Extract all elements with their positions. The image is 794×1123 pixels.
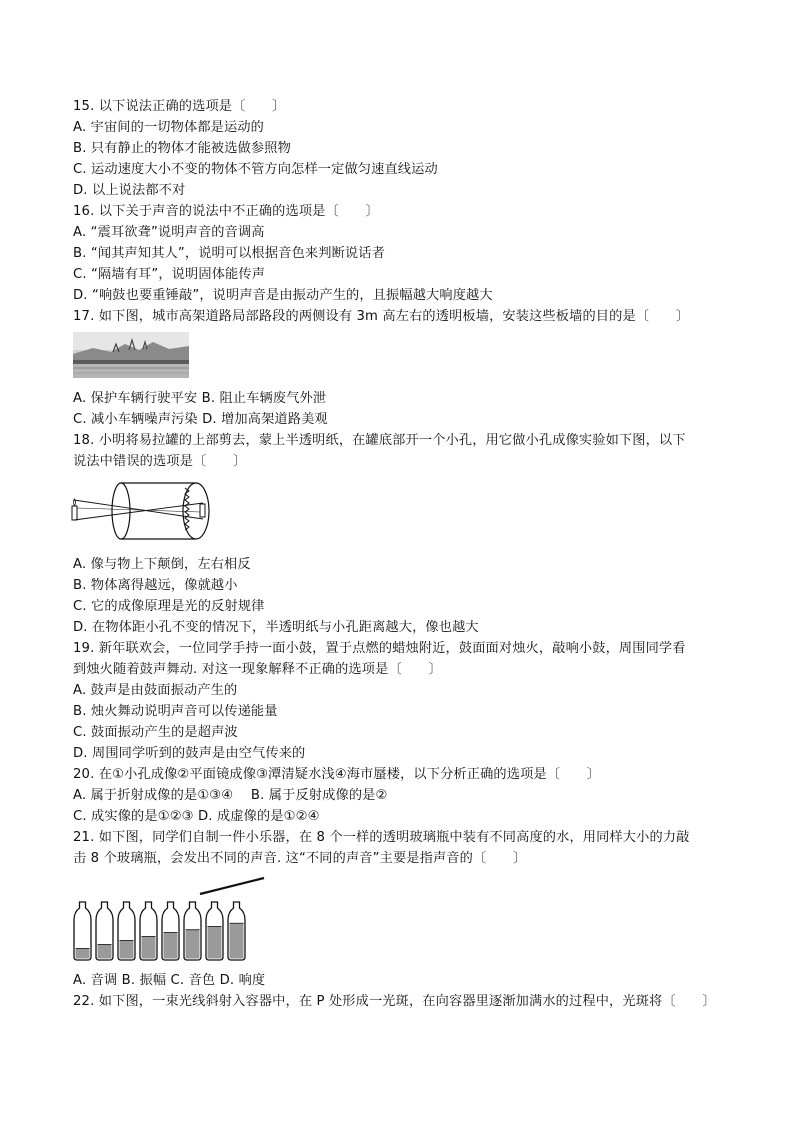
q18-option-c: C. 它的成像原理是光的反射规律 bbox=[73, 599, 265, 614]
bottle-water bbox=[208, 927, 222, 959]
q21-options: A. 音调 B. 振幅 C. 音色 D. 响度 bbox=[73, 973, 266, 988]
q19-option-b: B. 烛火舞动说明声音可以传递能量 bbox=[73, 704, 278, 719]
bottle-water bbox=[142, 937, 156, 959]
q18-option-b: B. 物体离得越远，像就越小 bbox=[73, 578, 238, 593]
q17-options-cd: C. 减小车辆噪声污染 D. 增加高架道路美观 bbox=[73, 412, 328, 427]
bottle-water bbox=[76, 949, 90, 959]
q17-options-ab: A. 保护车辆行驶平安 B. 阻止车辆废气外泄 bbox=[73, 391, 327, 406]
q17-stem: 17. 如下图，城市高架道路局部路段的两侧设有 3m 高左右的透明板墙，安装这些板墙的目的是〔 〕 bbox=[73, 309, 690, 324]
q20-options-cd: C. 成实像的是①②③ D. 成虚像的是①②④ bbox=[73, 809, 320, 824]
glass-bottle bbox=[162, 902, 179, 960]
q15-option-d: D. 以上说法都不对 bbox=[73, 183, 186, 198]
highway-wall-image bbox=[73, 332, 189, 378]
q16-option-d: D. “响鼓也要重锤敲”，说明声音是由振动产生的，且振幅越大响度越大 bbox=[73, 288, 493, 303]
q15-stem: 15. 以下说法正确的选项是〔 〕 bbox=[73, 99, 286, 114]
bottle-water bbox=[120, 941, 134, 959]
q19-option-d: D. 周围同学听到的鼓声是由空气传来的 bbox=[73, 746, 306, 761]
bottle-water bbox=[98, 945, 112, 959]
glass-bottle bbox=[96, 902, 113, 960]
q19-option-c: C. 鼓面振动产生的是超声波 bbox=[73, 725, 238, 740]
q17-highway-photo bbox=[73, 332, 189, 378]
q18-pinhole-camera-figure bbox=[66, 478, 218, 544]
q19-stem-line2: 到烛火随着鼓声舞动. 对这一现象解释不正确的选项是〔 〕 bbox=[73, 662, 442, 677]
q15-option-b: B. 只有静止的物体才能被选做参照物 bbox=[73, 141, 291, 156]
q15-option-c: C. 运动速度大小不变的物体不管方向怎样一定做匀速直线运动 bbox=[73, 162, 438, 177]
glass-bottle bbox=[118, 902, 135, 960]
glass-bottle bbox=[140, 902, 157, 960]
q18-option-a: A. 像与物上下颠倒，左右相反 bbox=[73, 557, 251, 572]
glass-bottle bbox=[184, 902, 201, 960]
q21-stem-line1: 21. 如下图，同学们自制一件小乐器，在 8 个一样的透明玻璃瓶中装有不同高度的水，用同样大小的力敲 bbox=[73, 830, 690, 845]
q19-option-a: A. 鼓声是由鼓面振动产生的 bbox=[73, 683, 238, 698]
q16-option-c: C. “隔墙有耳”，说明固体能传声 bbox=[73, 267, 266, 282]
glass-bottle bbox=[228, 902, 245, 960]
q15-option-a: A. 宇宙间的一切物体都是运动的 bbox=[73, 120, 265, 135]
q21-stem-line2: 击 8 个玻璃瓶，会发出不同的声音. 这“不同的声音”主要是指声音的〔 〕 bbox=[73, 851, 527, 866]
q20-options-ab: A. 属于折射成像的是①③④ B. 属于反射成像的是② bbox=[73, 788, 388, 803]
q20-stem: 20. 在①小孔成像②平面镜成像③潭清疑水浅④海市蜃楼，以下分析正确的选项是〔 〕 bbox=[73, 767, 601, 782]
bottle-water bbox=[230, 923, 244, 958]
q22-stem: 22. 如下图，一束光线斜射入容器中，在 P 处形成一光斑，在向容器里逐渐加满水的过程中，光斑将〔 〕 bbox=[73, 994, 716, 1009]
pinhole-can-diagram bbox=[66, 478, 218, 544]
q21-glass-bottles-figure bbox=[70, 872, 270, 964]
q16-option-b: B. “闻其声知其人”，说明可以根据音色来判断说话者 bbox=[73, 246, 385, 261]
bottle-water bbox=[164, 933, 178, 959]
q18-stem-line2: 说法中错误的选项是〔 〕 bbox=[73, 454, 247, 469]
glass-bottle bbox=[74, 902, 91, 960]
q16-option-a: A. “震耳欲聋”说明声音的音调高 bbox=[73, 225, 265, 240]
bottle-water bbox=[186, 930, 200, 959]
q16-stem: 16. 以下关于声音的说法中不正确的选项是〔 〕 bbox=[73, 204, 379, 219]
glass-bottle bbox=[206, 902, 223, 960]
q19-stem-line1: 19. 新年联欢会，一位同学手持一面小鼓，置于点燃的蜡烛附近，鼓面面对烛火，敲响小鼓，周围同学看 bbox=[73, 641, 686, 656]
striking-rod bbox=[200, 878, 264, 894]
glass-bottles-diagram bbox=[70, 872, 270, 964]
q18-option-d: D. 在物体距小孔不变的情况下，半透明纸与小孔距离越大，像也越大 bbox=[73, 620, 479, 635]
q18-stem-line1: 18. 小明将易拉罐的上部剪去，蒙上半透明纸，在罐底部开一个小孔，用它做小孔成像实验如下图，以下 bbox=[73, 433, 686, 448]
